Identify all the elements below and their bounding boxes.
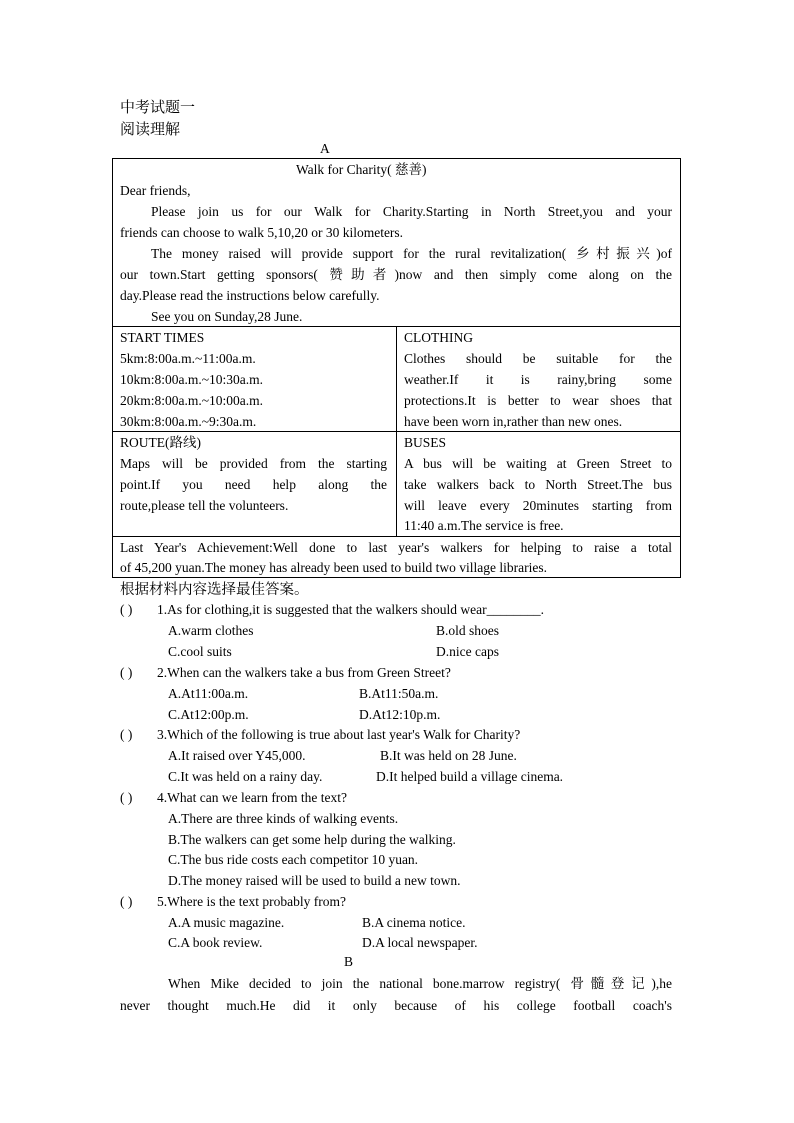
option[interactable]: B.The walkers can get some help during the walking. [168, 832, 456, 847]
start-time-line: 10km:8:00a.m.~10:30a.m. [120, 372, 264, 387]
buses-line: take walkers back to North Street.The bus [404, 477, 672, 492]
option[interactable]: A.warm clothes [168, 623, 254, 638]
letter-line: The money raised will provide support for the rural revitalization( 乡村振兴)of [151, 246, 672, 261]
passage-b-line: When Mike decided to join the national bone.marrow registry( 骨髓登记),he [168, 976, 672, 991]
option[interactable]: C.A book review. [168, 935, 263, 950]
option[interactable]: A.It raised over Y45,000. [168, 748, 306, 763]
answer-bracket[interactable]: ( ) [120, 602, 133, 617]
route-line: Maps will be provided from the starting [120, 456, 387, 471]
exam-title: 中考试题一 [120, 100, 196, 116]
option[interactable]: B.old shoes [436, 623, 500, 638]
table-title: Walk for Charity( 慈善) [296, 162, 427, 177]
clothing-line: protections.It is better to wear shoes that [404, 393, 672, 408]
option[interactable]: D.The money raised will be used to build a new town. [168, 873, 461, 888]
clothing-line: weather.If it is rainy,bring some [404, 372, 672, 387]
letter-line: friends can choose to walk 5,10,20 or 30 kilometers. [120, 225, 404, 240]
letter-line: See you on Sunday,28 June. [151, 309, 303, 324]
clothing-heading: CLOTHING [404, 330, 473, 345]
question-stem: 4.What can we learn from the text? [157, 790, 348, 805]
buses-line: 11:40 a.m.The service is free. [404, 518, 564, 533]
option[interactable]: A.At11:00a.m. [168, 686, 249, 701]
clothing-line: Clothes should be suitable for the [404, 351, 672, 366]
buses-heading: BUSES [404, 435, 447, 450]
question-stem: 3.Which of the following is true about last year's Walk for Charity? [157, 727, 521, 742]
route-line: route,please tell the volunteers. [120, 498, 289, 513]
letter-line: day.Please read the instructions below carefully. [120, 288, 380, 303]
start-time-line: 30km:8:00a.m.~9:30a.m. [120, 414, 257, 429]
buses-line: will leave every 20minutes starting from [404, 498, 672, 513]
answer-bracket[interactable]: ( ) [120, 790, 133, 805]
option[interactable]: D.A local newspaper. [362, 935, 478, 950]
start-time-line: 5km:8:00a.m.~11:00a.m. [120, 351, 256, 366]
option[interactable]: C.At12:00p.m. [168, 707, 249, 722]
option[interactable]: C.The bus ride costs each competitor 10 yuan. [168, 852, 419, 867]
start-time-line: 20km:8:00a.m.~10:00a.m. [120, 393, 264, 408]
option[interactable]: D.At12:10p.m. [359, 707, 441, 722]
start-times-heading: START TIMES [120, 330, 205, 345]
option[interactable]: C.cool suits [168, 644, 232, 659]
option[interactable]: D.nice caps [436, 644, 499, 659]
option[interactable]: B.At11:50a.m. [359, 686, 439, 701]
option[interactable]: B.A cinema notice. [362, 915, 466, 930]
question-stem: 5.Where is the text probably from? [157, 894, 346, 909]
answer-bracket[interactable]: ( ) [120, 894, 133, 909]
option[interactable]: A.There are three kinds of walking events. [168, 811, 399, 826]
question-stem: 1.As for clothing,it is suggested that the walkers should wear________. [157, 602, 544, 617]
table-divider [396, 326, 397, 536]
achievement-line: of 45,200 yuan.The money has already been used to build two village libraries. [120, 560, 548, 575]
answer-bracket[interactable]: ( ) [120, 665, 133, 680]
letter-line: Dear friends, [120, 183, 191, 198]
option[interactable]: A.A music magazine. [168, 915, 285, 930]
achievement-line: Last Year's Achievement:Well done to last year's walkers for helping to raise a total [120, 540, 672, 555]
passage-b-line: never thought much.He did it only because of his college football coach's [120, 998, 672, 1013]
question-stem: 2.When can the walkers take a bus from Green Street? [157, 665, 451, 680]
letter-line: Please join us for our Walk for Charity.Starting in North Street,you and your [151, 204, 672, 219]
section-title: 阅读理解 [120, 122, 181, 138]
letter-line: our town.Start getting sponsors( 赞助者)now and then simply come along on the [120, 267, 672, 282]
option[interactable]: C.It was held on a rainy day. [168, 769, 323, 784]
instruction: 根据材料内容选择最佳答案。 [120, 582, 309, 598]
option[interactable]: B.It was held on 28 June. [380, 748, 517, 763]
option[interactable]: D.It helped build a village cinema. [376, 769, 564, 784]
buses-line: A bus will be waiting at Green Street to [404, 456, 672, 471]
answer-bracket[interactable]: ( ) [120, 727, 133, 742]
clothing-line: have been worn in,rather than new ones. [404, 414, 623, 429]
route-line: point.If you need help along the [120, 477, 387, 492]
passage-b-label: B [344, 954, 354, 969]
passage-a-label: A [320, 141, 330, 156]
route-heading: ROUTE(路线) [120, 435, 201, 450]
